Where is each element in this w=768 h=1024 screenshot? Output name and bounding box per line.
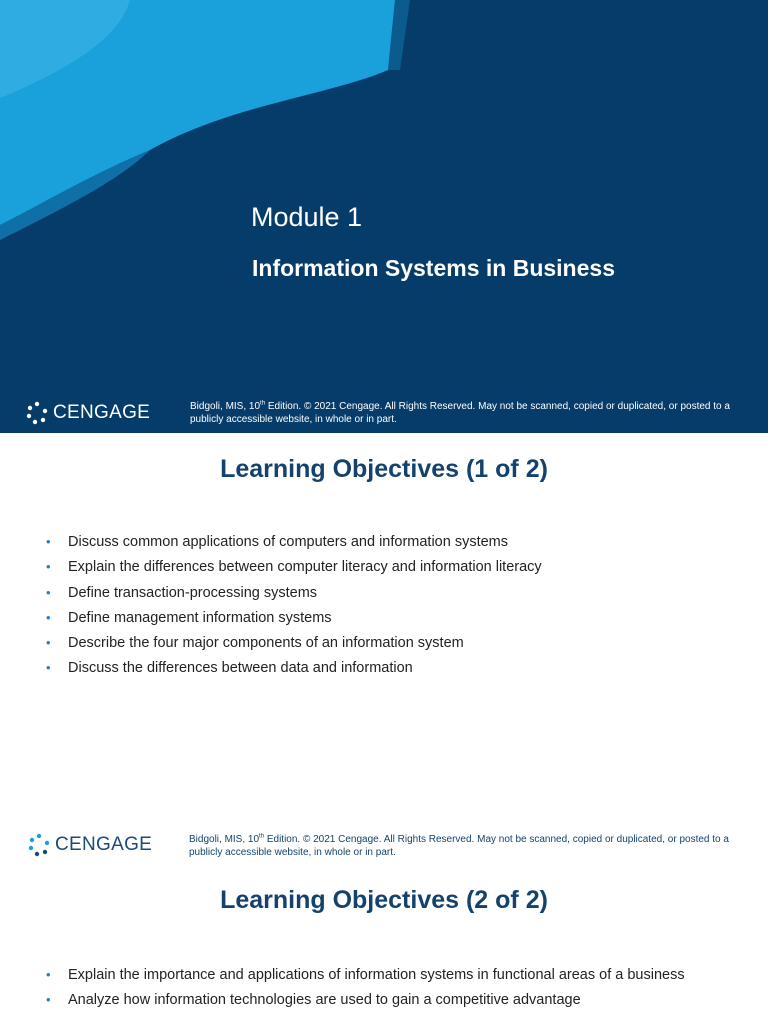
- bullet-icon: •: [46, 635, 51, 651]
- list-item: • Describe the four major components of an information system: [46, 635, 464, 652]
- bullet-icon: •: [46, 992, 51, 1008]
- objectives-slide-2: [0, 866, 768, 1024]
- copyright-notice: Bidgoli, MIS, 10th Edition. © 2021 Cengage. All Rights Reserved. May not be scanned, copied or duplicated, or posted to a publicly accessible website, in whole or in part.: [189, 833, 729, 858]
- list-item: • Explain the differences between computer literacy and information literacy: [46, 559, 542, 576]
- module-label: Module 1: [251, 202, 363, 232]
- list-item: • Define transaction-processing systems: [46, 584, 318, 601]
- slide-heading: Learning Objectives (2 of 2): [220, 886, 548, 914]
- bullet-icon: •: [46, 967, 51, 982]
- list-item: • Analyze how information technologies are used to gain a competitive advantage: [46, 992, 581, 1009]
- cengage-logo-icon: [28, 833, 50, 857]
- objectives-slide-1: [0, 433, 768, 866]
- cengage-logo: [28, 833, 152, 857]
- bullet-icon: •: [46, 660, 51, 676]
- brush-stroke-graphic: [0, 0, 768, 433]
- title-slide: [0, 0, 768, 433]
- list-item: • Define management information systems: [46, 609, 332, 626]
- module-title: Information Systems in Business: [252, 255, 615, 281]
- objectives-list: [46, 967, 726, 1018]
- slide-heading: Learning Objectives (1 of 2): [220, 455, 548, 483]
- copyright-notice: Bidgoli, MIS, 10th Edition. © 2021 Cengage. All Rights Reserved. May not be scanned, copied or duplicated, or posted to a publicly accessible website, in whole or in part.: [190, 400, 730, 425]
- bullet-icon: •: [46, 584, 51, 600]
- logo-text: CENGAGE: [55, 834, 153, 855]
- list-item: • Discuss the differences between data and information: [46, 660, 413, 677]
- bullet-icon: •: [46, 559, 51, 575]
- logo-text: CENGAGE: [53, 402, 151, 423]
- list-item: • Discuss common applications of computers and information systems: [46, 534, 509, 550]
- cengage-logo-icon: [26, 401, 48, 425]
- bullet-icon: •: [46, 609, 51, 625]
- bullet-icon: •: [46, 534, 51, 549]
- list-item: • Explain the importance and applications of information systems in functional areas of a business: [46, 967, 685, 983]
- objectives-list: [46, 534, 726, 686]
- cengage-logo: [26, 401, 150, 425]
